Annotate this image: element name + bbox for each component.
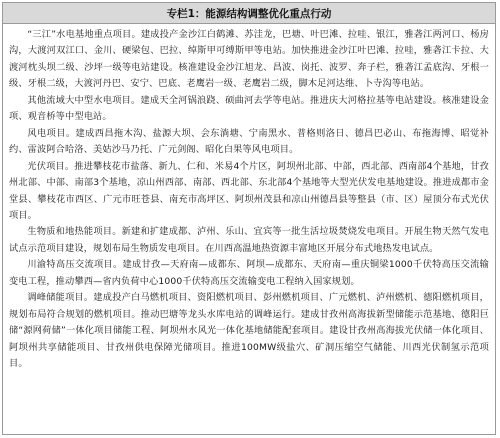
paragraph-wind-power: 风电项目。建成西昌拖木沟、盐源大坝、会东淌塘、宁南黑水、普格则洛日、德昌巴必山、布拖海博、昭觉补约、雷波阿合哈洛、美姑沙马乃托、广元剑阁、昭化白果等风电项目。 [9,127,489,156]
paragraph-photovoltaic: 光伏项目。推进攀枝花市盐落、新九、仁和、米易4个片区，阿坝州北部、中部，西北部、西南部4个基地，甘孜州北部、中部、南部3个基地，凉山州西部、南部、西北部、东北部4个基地等大型光伏发电基地建设。推进成都市金堂县、攀枝花市西区、广元市旺苍县、南充市高坪区、阿坝州茂县和凉山州德昌县等整县（市、区）屋顶分布式光伏项目。 [9,160,489,221]
column-title: 专栏1：能源结构调整优化重点行动 [166,7,332,20]
paragraph-other-hydropower: 其他流域大中型水电项目。建成天全河锅浪跷、硕曲河去学等电站。推进庆大河格拉基等电站建设。核准建设金项、观音桥等中型电站。 [9,94,489,123]
paragraph-biomass-geothermal: 生物质和地热能项目。新建和扩建成都、泸州、乐山、宜宾等一批生活垃圾焚烧发电项目。开展生物天然气发电试点示范项目建设，规划布局生物质发电项目。在川西高温地热资源丰富地区开展分布式地热发电试点。 [9,226,489,254]
paragraph-uhv-ac: 川渝特高压交流项目。建成甘孜—天府南—成都东、阿坝—成都东、天府南—重庆铜梁1000千伏特高压交流输变电工程，推动攀西—省内负荷中心1000千伏特高压交流输变电工程纳入国家规划。 [9,259,489,287]
column-content [3,24,495,373]
paragraph-hydropower-bases: “三江”水电基地重点项目。建成投产金沙江白鹤滩、苏洼龙，巴塘、叶巴滩、拉哇、银江，雅砻江两河口、杨房沟，大渡河双江口、金川、硬梁包、巴拉、绰斯甲可缚斯甲等电站。加快推进金沙江叶巴滩、拉哇，雅砻江卡拉、大渡河枕头坝二级、沙坪一级等电站建设。核准建设金沙江旭龙、昌波、岗托、波罗、奔子栏，雅砻江孟底沟、牙根一级、牙根二级，大渡河丹巴、安宁、巴底、老鹰岩一级、老鹰岩二级，脚木足河达维、卜寺沟等电站。 [9,29,489,90]
special-column-box [2,2,496,435]
column-header [3,3,495,24]
paragraph-peak-storage: 调峰储能项目。建成投产白马燃机项目、资阳燃机项目、彭州燃机项目、广元燃机、泸州燃机、德阳燃机项目，规划布局符合规划的燃机项目。推动巴塘等龙头水库电站的调峰运行。建成甘孜州高海拔新型储能示范基地、德阳巨储“源网荷储”一体化项目储能工程、阿坝州水风光一体化基地储能配套项目。建设甘孜州高海拔光伏储一体化项目、阿坝州共享储能项目、甘孜州供电保障光储项目。推进100MW级盐穴、矿洞压缩空气储能、川西光伏制氢示范项目。 [9,292,489,370]
